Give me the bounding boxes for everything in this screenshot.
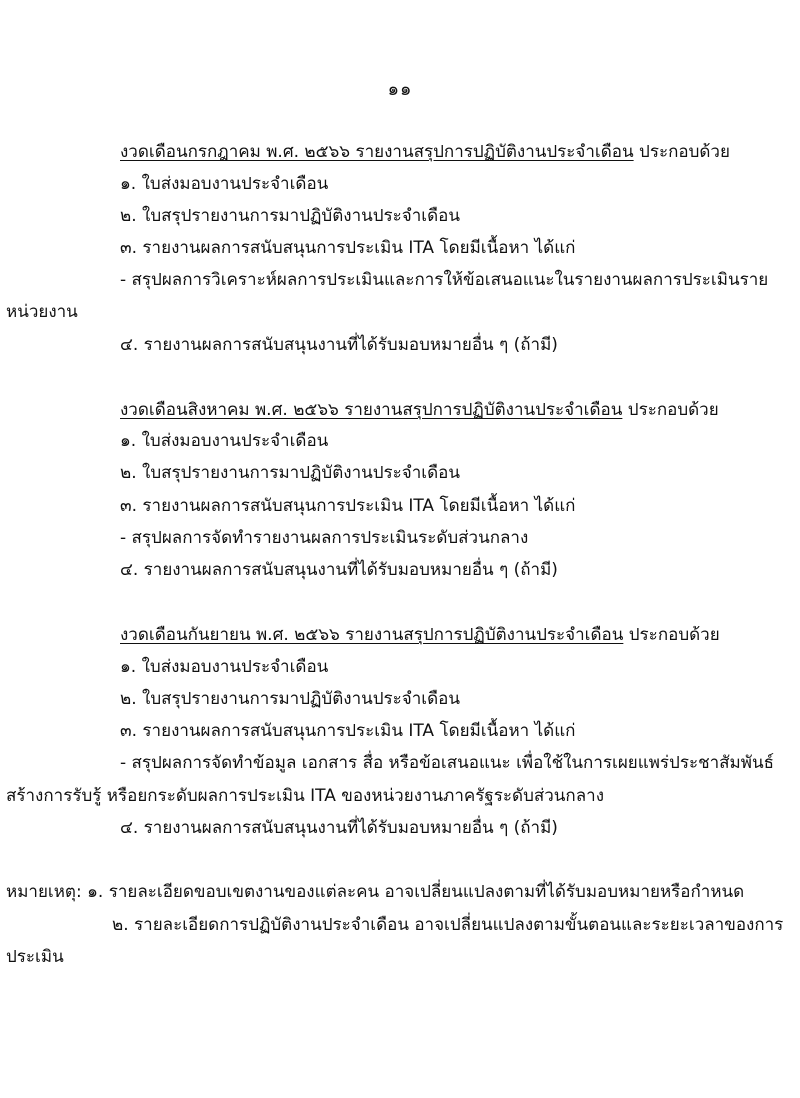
- section-august-detail-line-1: - สรุปผลการจัดทำรายงานผลการประเมินระดับส่วนกลาง: [120, 528, 529, 548]
- section-august-heading-underlined: งวดเดือนสิงหาคม พ.ศ. ๒๕๖๖ รายงานสรุปการปฏิบัติงานประจำเดือน: [120, 400, 623, 420]
- section-september-item-2: ๒. ใบสรุปรายงานการมาปฏิบัติงานประจำเดือน: [120, 689, 460, 709]
- section-august-item-1: ๑. ใบส่งมอบงานประจำเดือน: [120, 431, 329, 451]
- remarks-line-2: ๒. รายละเอียดการปฏิบัติงานประจำเดือน อาจเปลี่ยนแปลงตามขั้นตอนและระยะเวลาของการ: [112, 915, 784, 935]
- section-september-heading-suffix: ประกอบด้วย: [623, 625, 720, 645]
- section-august-heading-suffix: ประกอบด้วย: [622, 400, 719, 420]
- section-july-item-4: ๔. รายงานผลการสนับสนุนงานที่ได้รับมอบหมายอื่น ๆ (ถ้ามี): [120, 335, 558, 355]
- section-september-item-4: ๔. รายงานผลการสนับสนุนงานที่ได้รับมอบหมายอื่น ๆ (ถ้ามี): [120, 818, 558, 838]
- section-july-item-1: ๑. ใบส่งมอบงานประจำเดือน: [120, 174, 329, 194]
- remarks-line-3: ประเมิน: [6, 947, 64, 967]
- section-august-heading: [120, 398, 719, 422]
- section-july-item-2: ๒. ใบสรุปรายงานการมาปฏิบัติงานประจำเดือน: [120, 206, 460, 226]
- section-september-heading: [120, 623, 720, 647]
- section-july-item-3: ๓. รายงานผลการสนับสนุนการประเมิน ITA โดยมีเนื้อหา ได้แก่: [120, 238, 576, 258]
- section-august-item-4: ๔. รายงานผลการสนับสนุนงานที่ได้รับมอบหมายอื่น ๆ (ถ้ามี): [120, 560, 558, 580]
- section-september-item-3: ๓. รายงานผลการสนับสนุนการประเมิน ITA โดยมีเนื้อหา ได้แก่: [120, 721, 576, 741]
- section-september-detail-line-1: - สรุปผลการจัดทำข้อมูล เอกสาร สื่อ หรือข้อเสนอแนะ เพื่อใช้ในการเผยแพร่ประชาสัมพันธ์: [120, 753, 774, 773]
- section-july-heading: [120, 140, 730, 164]
- section-july-detail-line-2: หน่วยงาน: [6, 302, 78, 322]
- section-september-item-1: ๑. ใบส่งมอบงานประจำเดือน: [120, 657, 329, 677]
- section-august-item-2: ๒. ใบสรุปรายงานการมาปฏิบัติงานประจำเดือน: [120, 463, 460, 483]
- page-number: ๑๑: [387, 79, 413, 100]
- section-september-detail-line-2: สร้างการรับรู้ หรือยกระดับผลการประเมิน ITA ของหน่วยงานภาครัฐระดับส่วนกลาง: [6, 786, 604, 806]
- section-july-heading-suffix: ประกอบด้วย: [633, 142, 730, 162]
- section-july-detail-line-1: - สรุปผลการวิเคราะห์ผลการประเมินและการให้ข้อเสนอแนะในรายงานผลการประเมินราย: [120, 270, 769, 290]
- remarks-line-1: หมายเหตุ: ๑. รายละเอียดขอบเขตงานของแต่ละคน อาจเปลี่ยนแปลงตามที่ได้รับมอบหมายหรือกำหนด: [6, 882, 745, 902]
- section-september-heading-underlined: งวดเดือนกันยายน พ.ศ. ๒๕๖๖ รายงานสรุปการปฏิบัติงานประจำเดือน: [120, 625, 624, 645]
- section-july-heading-underlined: งวดเดือนกรกฎาคม พ.ศ. ๒๕๖๖ รายงานสรุปการปฏิบัติงานประจำเดือน: [120, 142, 634, 162]
- section-august-item-3: ๓. รายงานผลการสนับสนุนการประเมิน ITA โดยมีเนื้อหา ได้แก่: [120, 496, 576, 516]
